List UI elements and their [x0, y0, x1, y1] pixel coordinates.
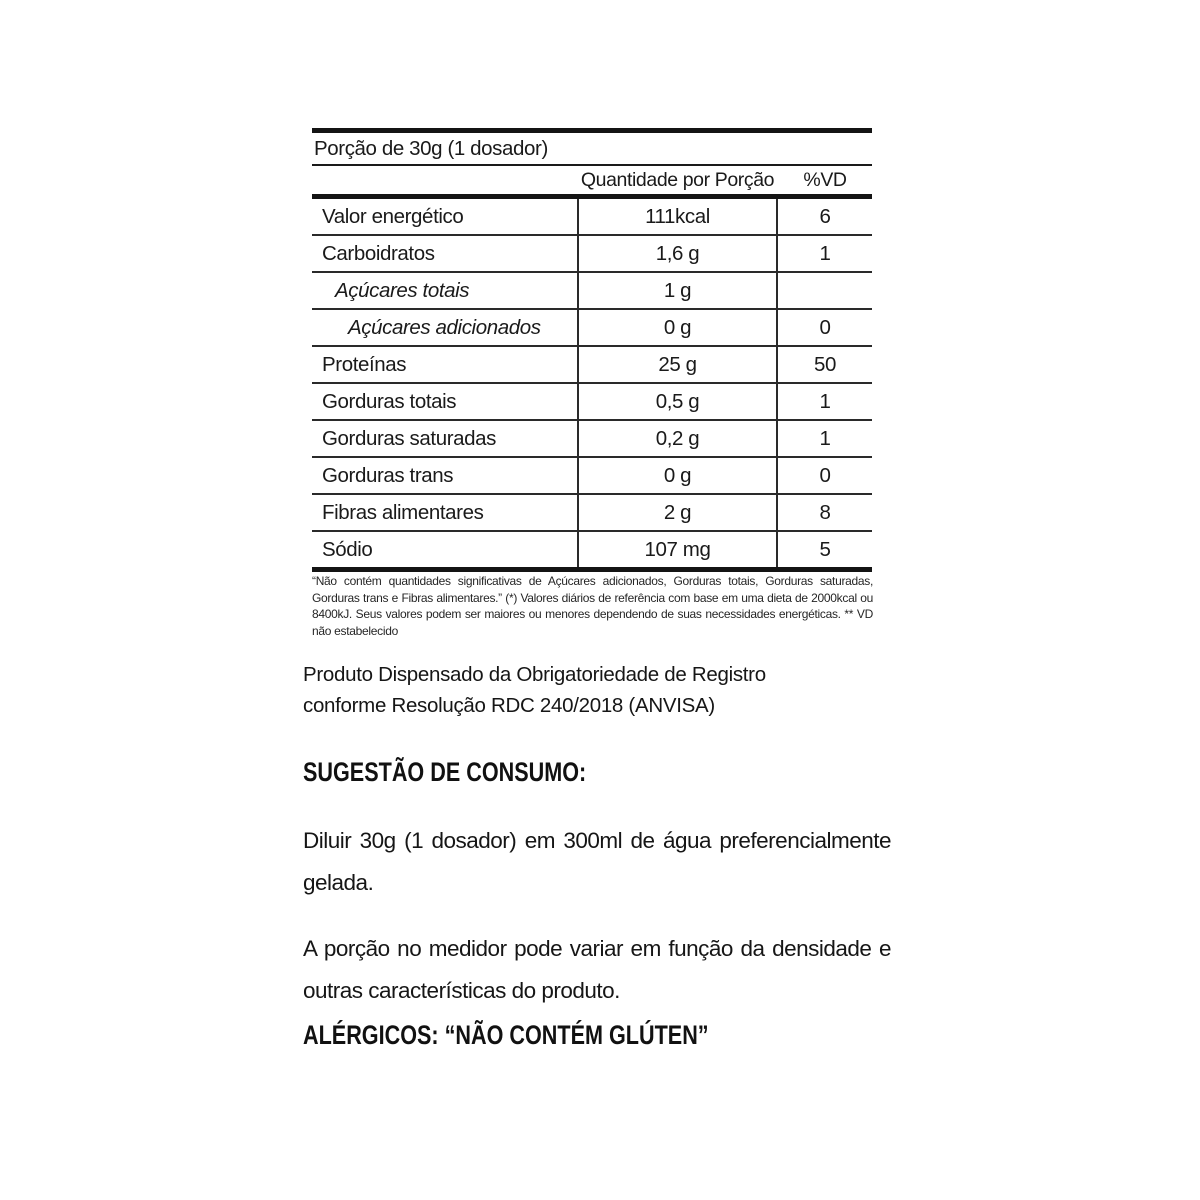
table-row: [312, 419, 872, 456]
table-row: [312, 382, 872, 419]
nutrient-amount: 107 mg: [577, 532, 778, 567]
nutrient-name: Gorduras trans: [322, 463, 454, 487]
nutrient-amount: 25 g: [577, 347, 778, 382]
consumption-heading-wrap: [303, 757, 657, 788]
table-header-row: [312, 166, 872, 199]
nutrient-amount: 0,5 g: [577, 384, 778, 419]
nutrition-rows: [312, 199, 872, 567]
nutrient-daily-value: 5: [819, 537, 831, 561]
nutrient-name: Sódio: [322, 537, 373, 561]
nutrient-name: Açúcares totais: [335, 278, 470, 302]
allergens-statement-wrap: [303, 1020, 810, 1051]
table-row: [312, 271, 872, 308]
nutrient-amount: 111kcal: [577, 199, 778, 234]
consumption-instructions: Diluir 30g (1 dosador) em 300ml de água preferencialmente gelada.: [303, 827, 891, 895]
allergens-statement: ALÉRGICOS: “NÃO CONTÉM GLÚTEN”: [303, 1020, 709, 1050]
table-row: [312, 493, 872, 530]
nutrient-daily-value: 50: [813, 352, 836, 376]
nutrient-daily-value: 6: [819, 204, 831, 228]
nutrient-amount: 1 g: [577, 273, 778, 308]
nutrient-name: Fibras alimentares: [322, 500, 484, 524]
table-footnote: “Não contém quantidades significativas de Açúcares adicionados, Gorduras totais, Gorduras saturadas, Gorduras trans e Fibras alimentares.” (*) Valores diários de referência com base em uma dieta de 2000kcal ou 8400kJ. Seus valores podem ser maiores ou menores dependendo de suas necessidades energéticas. ** VD não estabelecido: [312, 574, 873, 638]
nutrient-name: Gorduras saturadas: [322, 426, 496, 450]
registration-note: Produto Dispensado da Obrigatoriedade de Registro conforme Resolução RDC 240/2018 (ANVISA): [303, 662, 766, 717]
portion-caption: [312, 133, 872, 166]
nutrient-name: Açúcares adicionados: [348, 315, 541, 339]
portion-caption-text: Porção de 30g (1 dosador): [314, 136, 548, 160]
consumption-heading: SUGESTÃO DE CONSUMO:: [303, 757, 587, 787]
nutrient-amount: 2 g: [577, 495, 778, 530]
nutrient-daily-value: 1: [819, 241, 831, 265]
nutrient-name: Gorduras totais: [322, 389, 457, 413]
nutrient-amount: 0 g: [577, 310, 778, 345]
table-row: [312, 456, 872, 493]
nutrient-amount: 0 g: [577, 458, 778, 493]
header-daily-value: %VD: [803, 168, 847, 191]
scoop-variation-note: A porção no medidor pode variar em função da densidade e outras características do produto.: [303, 935, 891, 1003]
header-amount: Quantidade por Porção: [580, 168, 775, 191]
table-row: [312, 199, 872, 234]
nutrient-daily-value: 0: [819, 315, 831, 339]
nutrient-daily-value: [778, 273, 872, 308]
nutrient-daily-value: 0: [819, 463, 831, 487]
nutrition-facts-table: [312, 128, 872, 572]
table-row: [312, 345, 872, 382]
nutrient-name: Proteínas: [322, 352, 407, 376]
nutrient-amount: 0,2 g: [577, 421, 778, 456]
nutrient-name: Valor energético: [322, 204, 464, 228]
nutrient-name: Carboidratos: [322, 241, 435, 265]
nutrient-amount: 1,6 g: [577, 236, 778, 271]
nutrient-daily-value: 8: [819, 500, 831, 524]
table-row: [312, 234, 872, 271]
nutrient-daily-value: 1: [819, 426, 831, 450]
table-row: [312, 530, 872, 567]
table-row: [312, 308, 872, 345]
nutrient-daily-value: 1: [819, 389, 831, 413]
